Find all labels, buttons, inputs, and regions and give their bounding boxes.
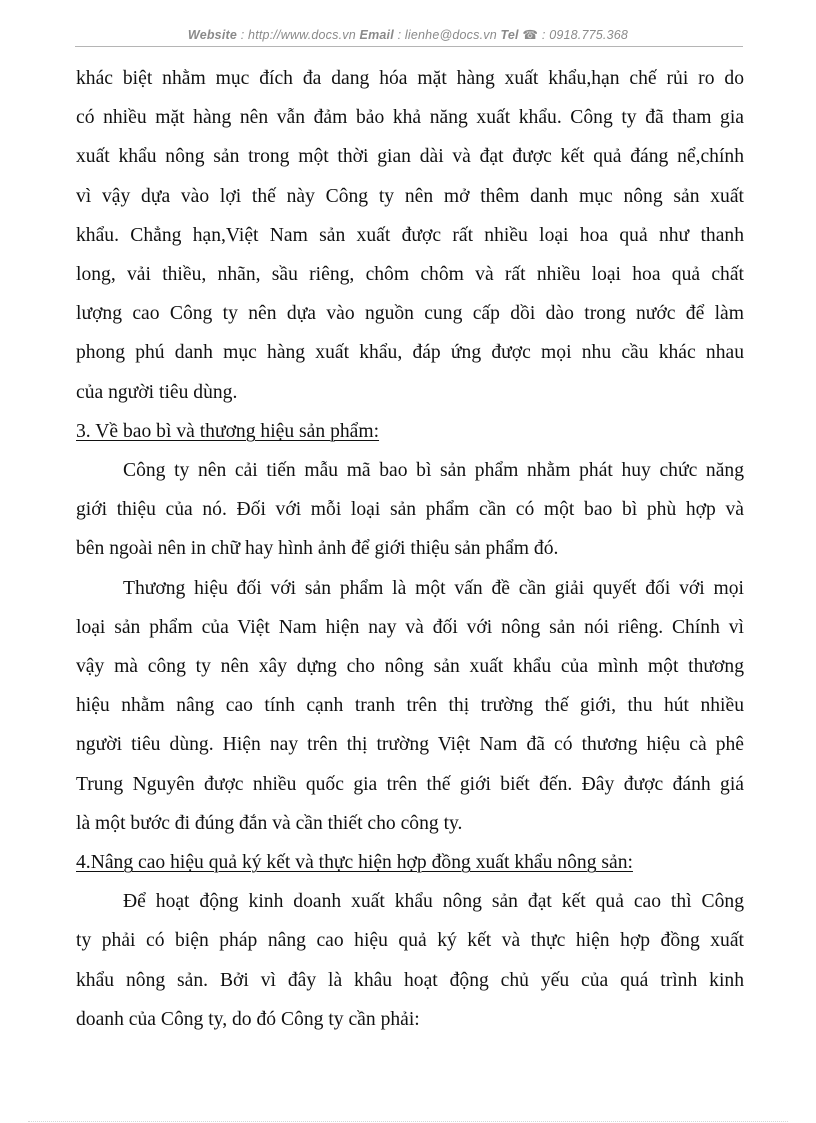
header-divider: [75, 46, 743, 47]
page-header: [0, 27, 816, 42]
text-line: giới thiệu của nó. Đối với mỗi loại sản phẩm cần có một bao bì phù hợp và: [76, 499, 744, 521]
text-line: khẩu. Chẳng hạn,Việt Nam sản xuất được rất nhiều loại hoa quả như thanh: [76, 224, 744, 246]
website-label: Website: [187, 28, 238, 42]
text-line: hiệu nhằm nâng cao tính cạnh tranh trên thị trường thế giới, thu hút nhiều: [76, 695, 744, 717]
section-heading-4-text: 4.Nâng cao hiệu quả ký kết và thực hiện hợp đồng xuất khẩu nông sản:: [76, 852, 633, 874]
text-line: long, vải thiều, nhãn, sầu riêng, chôm chôm và rất nhiều loại hoa quả chất: [76, 264, 744, 286]
text-line: Để hoạt động kinh doanh xuất khẩu nông sản đạt kết quả cao thì Công: [123, 891, 744, 913]
page-bottom-border: [28, 1121, 788, 1122]
tel-value: ☎ : 0918.775.368: [518, 28, 629, 42]
text-line: Trung Nguyên được nhiều quốc gia trên thế giới biết đến. Đây được đánh giá: [76, 773, 744, 795]
paragraph-1: [76, 59, 744, 412]
text-line: doanh của Công ty, do đó Công ty cần phải:: [76, 1008, 420, 1030]
text-line: phong phú danh mục hàng xuất khẩu, đáp ứng được mọi nhu cầu khác nhau: [76, 342, 744, 364]
text-line: lượng cao Công ty nên dựa vào nguồn cung cấp dồi dào trong nước để làm: [76, 303, 744, 325]
section-heading-4: [76, 843, 744, 882]
text-line: bên ngoài nên in chữ hay hình ảnh để giới thiệu sản phẩm đó.: [76, 538, 559, 560]
text-line: khác biệt nhằm mục đích đa dang hóa mặt hàng xuất khẩu,hạn chế rủi ro do: [76, 68, 744, 89]
document-body: [76, 59, 744, 1039]
text-line: Thương hiệu đối với sản phẩm là một vấn đề cần giải quyết đối với mọi: [123, 577, 744, 599]
text-line: vì vậy dựa vào lợi thế này Công ty nên mở thêm danh mục nông sản xuất: [76, 185, 744, 207]
paragraph-4: [76, 882, 744, 1039]
text-line: người tiêu dùng. Hiện nay trên thị trường Việt Nam đã có thương hiệu cà phê: [76, 734, 744, 756]
text-line: ty phải có biện pháp nâng cao hiệu quả ký kết và thực hiện hợp đồng xuất: [76, 930, 744, 952]
section-heading-3-text: 3. Về bao bì và thương hiệu sản phẩm:: [76, 420, 380, 442]
text-line: vậy mà công ty nên xây dựng cho nông sản xuất khẩu của mình một thương: [76, 656, 744, 678]
email-value: : lienhe@docs.vn: [393, 28, 501, 42]
text-line: Công ty nên cải tiến mẫu mã bao bì sản phẩm nhằm phát huy chức năng: [123, 460, 744, 482]
section-heading-3: [76, 412, 744, 451]
text-line: là một bước đi đúng đắn và cần thiết cho công ty.: [76, 812, 463, 834]
paragraph-2: [76, 451, 744, 569]
text-line: khẩu nông sản. Bởi vì đây là khâu hoạt động chủ yếu của quá trình kinh: [76, 969, 744, 991]
text-line: có nhiều mặt hàng nên vẫn đảm bảo khả năng xuất khẩu. Công ty đã tham gia: [76, 107, 744, 129]
text-line: của người tiêu dùng.: [76, 381, 238, 403]
email-label: Email: [359, 28, 394, 42]
paragraph-3: [76, 569, 744, 843]
text-line: xuất khẩu nông sản trong một thời gian dài và đạt được kết quả đáng nể,chính: [76, 146, 744, 168]
website-value: : http://www.docs.vn: [237, 28, 360, 42]
text-line: loại sản phẩm của Việt Nam hiện nay và đối với nông sản nói riêng. Chính vì: [76, 616, 744, 638]
tel-label: Tel: [500, 28, 519, 42]
